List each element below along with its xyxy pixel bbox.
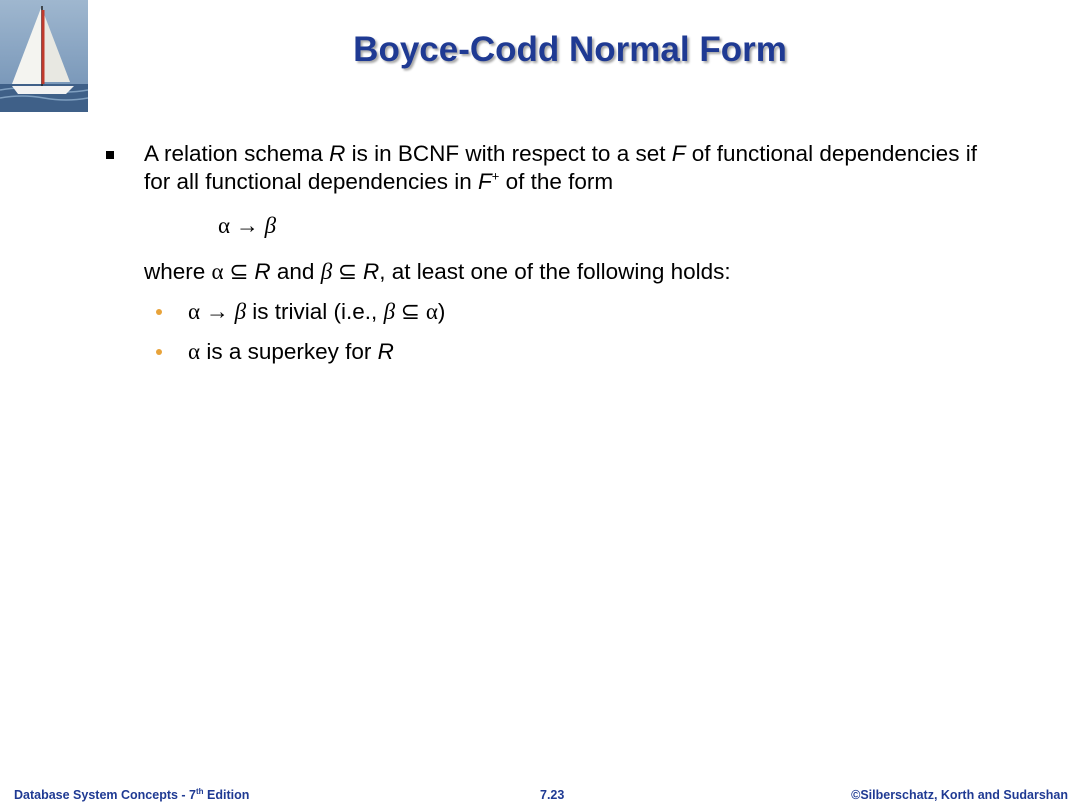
sub-bullet-superkey: α is a superkey for R — [106, 338, 1006, 366]
fd-formula: α → β — [218, 213, 277, 238]
dot-bullet-icon — [156, 349, 162, 355]
dot-bullet-icon — [156, 309, 162, 315]
main-bullet: A relation schema R is in BCNF with respect to a set F of functional dependencies if for all functional dependencies in F+ of the form — [106, 140, 1006, 196]
footer-copyright: ©Silberschatz, Korth and Sudarshan — [851, 788, 1068, 802]
slide-content — [106, 140, 1006, 366]
footer-book-title: Database System Concepts - 7th Edition — [14, 786, 250, 802]
slide-footer — [0, 788, 1080, 808]
square-bullet-icon — [106, 151, 114, 159]
slide-title: Boyce-Codd Normal Form — [353, 30, 787, 69]
sub-bullet-trivial: α → β is trivial (i.e., β ⊆ α) — [106, 298, 1006, 326]
where-clause: where α ⊆ R and β ⊆ R, at least one of the following holds: — [144, 259, 731, 284]
footer-slide-number: 7.23 — [540, 788, 565, 802]
